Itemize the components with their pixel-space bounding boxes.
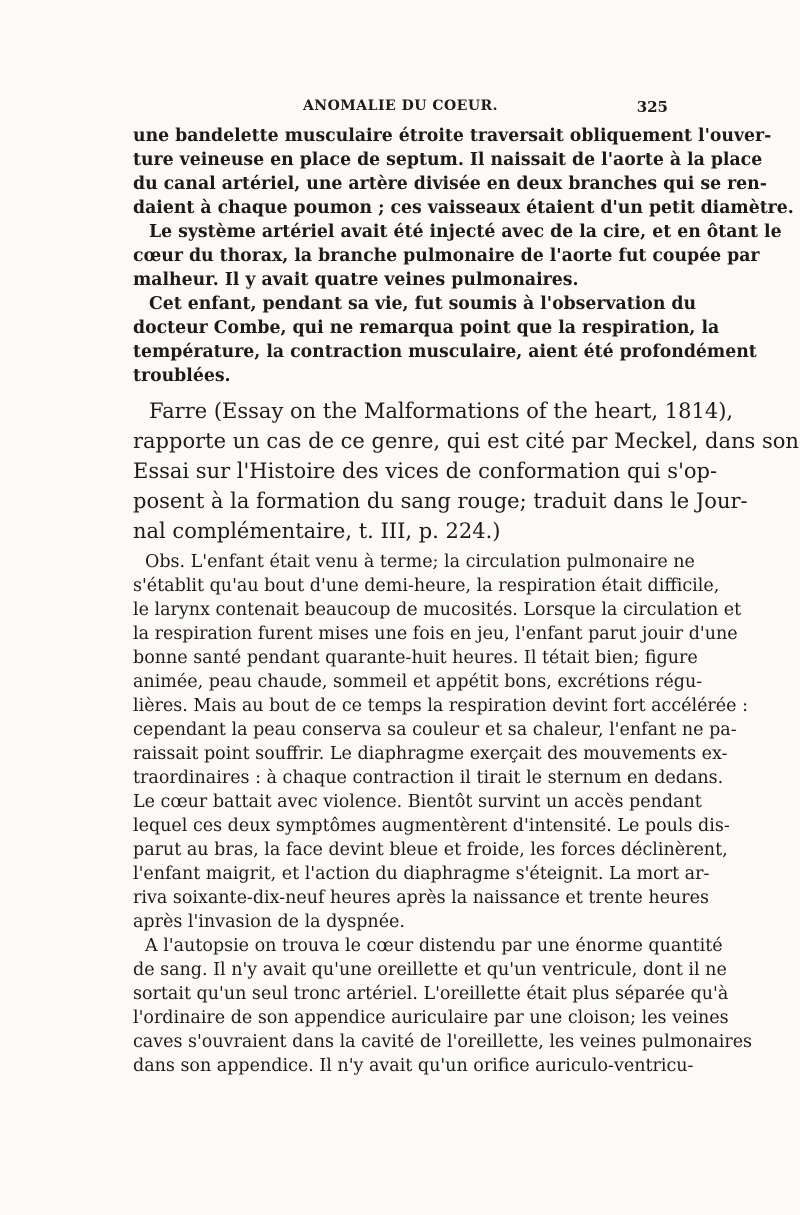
text-line: traordinaires : à chaque contraction il tirait le sternum en dedans.	[133, 768, 724, 788]
text-line: Farre (Essay on the Malformations of the heart, 1814),	[149, 399, 734, 423]
text-line: docteur Combe, qui ne remarqua point que la respiration, la	[133, 318, 720, 338]
text-line: après l'invasion de la dyspnée.	[133, 912, 405, 932]
text-line: bonne santé pendant quarante-huit heures. Il tétait bien; figure	[133, 648, 698, 668]
text-line: cœur du thorax, la branche pulmonaire de l'aorte fut coupée par	[133, 246, 760, 266]
text-line: de sang. Il n'y avait qu'une oreillette et qu'un ventricule, dont il ne	[133, 960, 727, 980]
text-line: malheur. Il y avait quatre veines pulmonaires.	[133, 270, 579, 290]
text-line: raissait point souffrir. Le diaphragme exerçait des mouvements ex-	[133, 744, 728, 764]
text-line: parut au bras, la face devint bleue et froide, les forces déclinèrent,	[133, 840, 728, 860]
text-line: l'enfant maigrit, et l'action du diaphragme s'éteignit. La mort ar-	[133, 864, 710, 884]
text-line: lequel ces deux symptômes augmentèrent d'intensité. Le pouls dis-	[133, 816, 730, 836]
running-head	[133, 98, 668, 118]
text-line: Le cœur battait avec violence. Bientôt survint un accès pendant	[133, 792, 702, 812]
text-line: Obs. L'enfant était venu à terme; la circulation pulmonaire ne	[145, 552, 695, 572]
text-line: nal complémentaire, t. III, p. 224.)	[133, 519, 501, 543]
text-line: la respiration furent mises une fois en jeu, l'enfant parut jouir d'une	[133, 624, 738, 644]
text-line: température, la contraction musculaire, aient été profondément	[133, 342, 757, 362]
text-line: le larynx contenait beaucoup de mucosités. Lorsque la circulation et	[133, 600, 742, 620]
text-line: s'établit qu'au bout d'une demi-heure, la respiration était difficile,	[133, 576, 720, 596]
text-line: rapporte un cas de ce genre, qui est cité par Meckel, dans son	[133, 429, 799, 453]
text-line: sortait qu'un seul tronc artériel. L'oreillette était plus séparée qu'à	[133, 984, 729, 1004]
text-line: ture veineuse en place de septum. Il naissait de l'aorte à la place	[133, 150, 763, 170]
text-line: l'ordinaire de son appendice auriculaire par une cloison; les veines	[133, 1008, 729, 1028]
text-line: animée, peau chaude, sommeil et appétit bons, excrétions régu-	[133, 672, 703, 692]
text-line: une bandelette musculaire étroite traversait obliquement l'ouver-	[133, 126, 772, 146]
text-line: Cet enfant, pendant sa vie, fut soumis à l'observation du	[149, 294, 697, 314]
text-line: caves s'ouvraient dans la cavité de l'oreillette, les veines pulmonaires	[133, 1032, 753, 1052]
text-line: A l'autopsie on trouva le cœur distendu par une énorme quantité	[145, 936, 723, 956]
text-line: Essai sur l'Histoire des vices de conformation qui s'op-	[133, 459, 718, 483]
text-line: dans son appendice. Il n'y avait qu'un orifice auriculo-ventricu-	[133, 1056, 694, 1076]
text-line: du canal artériel, une artère divisée en deux branches qui se ren-	[133, 174, 767, 194]
text-line: daient à chaque poumon ; ces vaisseaux étaient d'un petit diamètre.	[133, 198, 794, 218]
text-line: posent à la formation du sang rouge; traduit dans le Jour-	[133, 489, 748, 513]
page-number: 325	[636, 98, 668, 116]
text-line: lières. Mais au bout de ce temps la respiration devint fort accélérée :	[133, 696, 748, 716]
running-title: ANOMALIE DU COEUR.	[302, 98, 499, 114]
text-line: troublées.	[133, 366, 231, 386]
text-line: Le système artériel avait été injecté avec de la cire, et en ôtant le	[149, 222, 782, 242]
text-line: riva soixante-dix-neuf heures après la naissance et trente heures	[133, 888, 709, 908]
text-line: cependant la peau conserva sa couleur et sa chaleur, l'enfant ne pa-	[133, 720, 737, 740]
